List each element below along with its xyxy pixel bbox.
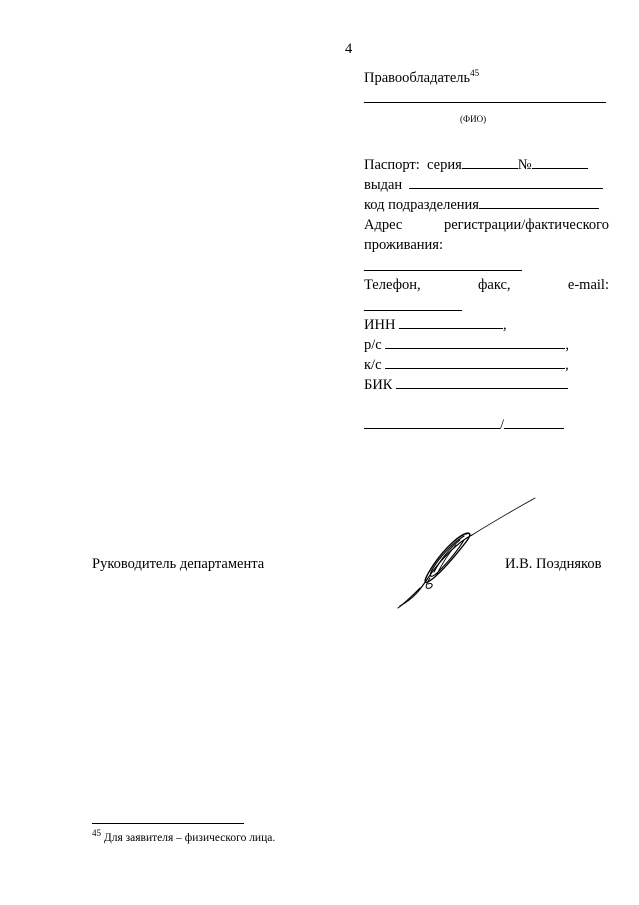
handwritten-signature	[390, 490, 540, 615]
ks-label: к/с	[364, 357, 382, 373]
fio-caption: (ФИО)	[460, 114, 487, 124]
division-code-field[interactable]	[479, 196, 599, 209]
passport-number-field[interactable]	[532, 156, 588, 169]
inn-row	[364, 316, 507, 334]
footnote-text: Для заявителя – физического лица.	[103, 832, 276, 844]
inn-label: ИНН	[364, 317, 396, 333]
signature-field[interactable]	[364, 416, 500, 429]
phone-label: Телефон,	[364, 277, 421, 293]
page-number: 4	[345, 41, 353, 57]
issued-label: выдан	[364, 177, 403, 193]
series-field[interactable]	[462, 156, 518, 169]
footnote-separator	[92, 823, 244, 824]
signoff-name: И.В. Поздняков	[505, 556, 602, 572]
issued-row	[364, 176, 603, 194]
signoff-position: Руководитель департамента	[92, 556, 265, 572]
address-row	[364, 216, 609, 234]
residence-label: проживания:	[364, 237, 443, 253]
bik-field[interactable]	[396, 376, 568, 389]
fio-line	[364, 102, 606, 103]
rs-row	[364, 336, 569, 354]
passport-label: Паспорт:	[364, 157, 420, 173]
division-code-row	[364, 196, 599, 214]
bik-row	[364, 376, 568, 394]
address-rest: регистрации/фактического	[443, 217, 609, 233]
signature-slash: /	[500, 417, 505, 433]
ks-comma: ,	[565, 357, 569, 373]
ks-row	[364, 356, 569, 374]
rightholder-title-text: Правообладатель	[364, 70, 471, 86]
signature-name-field[interactable]	[504, 416, 564, 429]
number-sign: №	[517, 157, 532, 173]
address-field[interactable]	[364, 270, 522, 271]
footnote	[92, 828, 276, 845]
contacts-field[interactable]	[364, 310, 462, 311]
division-code-label: код подразделения	[364, 197, 479, 213]
rs-field[interactable]	[385, 336, 565, 349]
address-word: Адрес	[364, 217, 403, 233]
signature-row	[364, 416, 564, 434]
ks-field[interactable]	[385, 356, 565, 369]
fax-label: факс,	[477, 277, 511, 293]
rs-label: р/с	[364, 337, 382, 353]
footnote-number: 45	[92, 828, 101, 839]
rs-comma: ,	[565, 337, 569, 353]
inn-comma: ,	[503, 317, 507, 333]
bik-label: БИК	[364, 377, 393, 393]
issued-field[interactable]	[409, 176, 603, 189]
footnote-ref: 45	[470, 68, 480, 79]
passport-row	[364, 156, 588, 174]
series-label: серия	[427, 157, 462, 173]
inn-field[interactable]	[399, 316, 503, 329]
rightholder-title	[364, 69, 479, 87]
contacts-row	[364, 276, 609, 294]
email-label: e-mail:	[567, 277, 609, 293]
